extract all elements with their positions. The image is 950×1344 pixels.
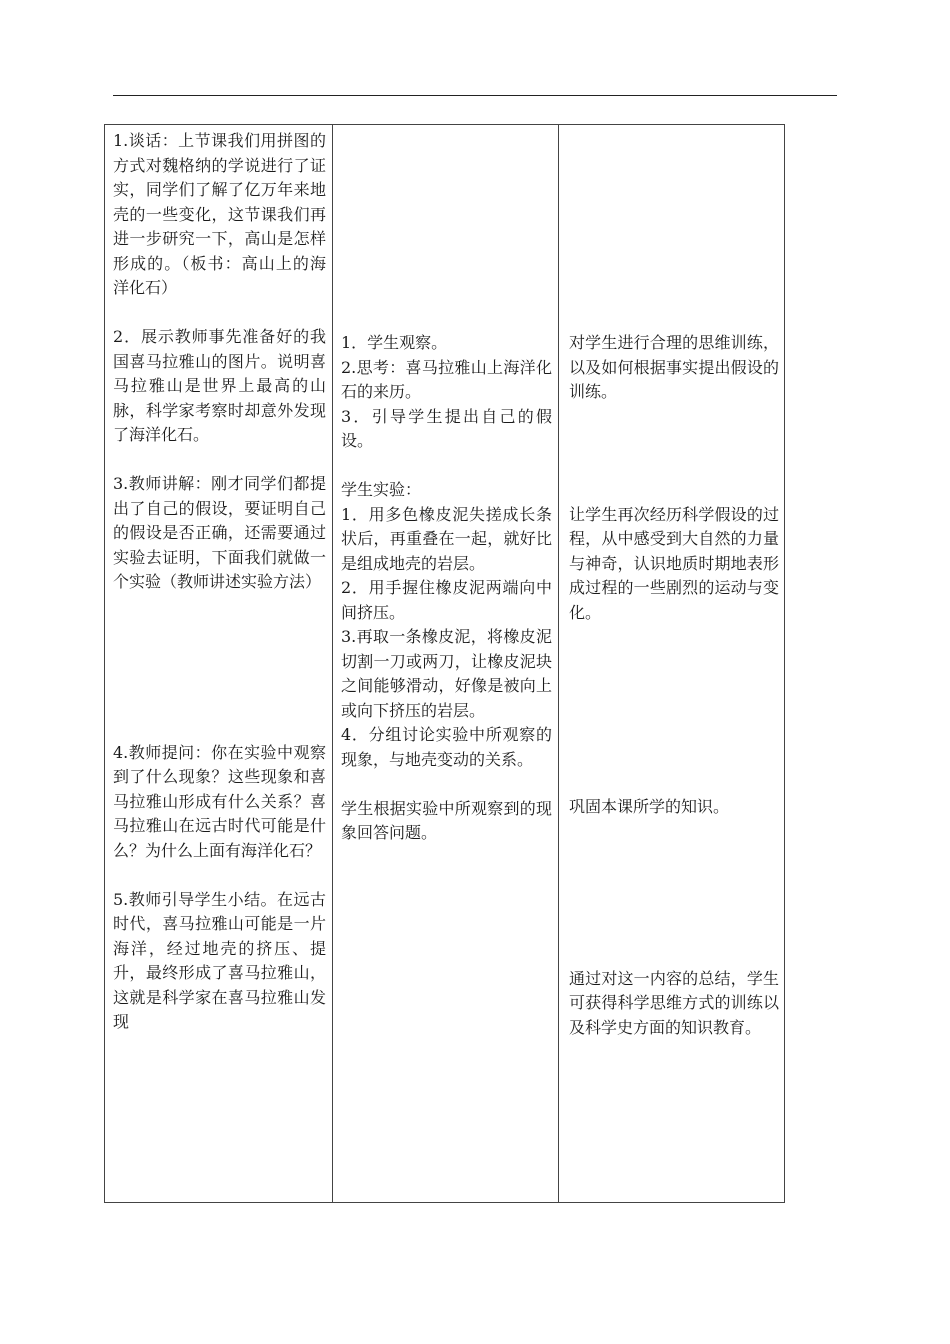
teacher-step-3: 3.教师讲解：刚才同学们都提出了自己的假设，要证明自己的假设是否正确，还需要通过实验去证明，下面我们就做一个实验（教师讲述实验方法）: [113, 474, 326, 591]
teacher-step-1: 1.谈话：上节课我们用拼图的方式对魏格纳的学说进行了证实，同学们了解了亿万年来地壳的一些变化，这节课我们再进一步研究一下，高山是怎样形成的。（板书：高山上的海洋化石）: [113, 131, 326, 297]
student-step-3: 3．引导学生提出自己的假设。: [341, 406, 552, 450]
experiment-step-3: 3.再取一条橡皮泥，将橡皮泥切割一刀或两刀，让橡皮泥块之间能够滑动，好像是被向上或向下挤压的岩层。: [341, 627, 552, 720]
header-rule: [113, 95, 837, 96]
student-step-2: 2.思考：喜马拉雅山上海洋化石的来历。: [341, 357, 552, 401]
lesson-table: [104, 124, 785, 1203]
teacher-step-4: 4.教师提问：你在实验中观察到了什么现象？这些现象和喜马拉雅山形成有什么关系？喜马拉雅山在远古时代可能是什么？为什么上面有海洋化石？: [113, 742, 326, 860]
student-activity-column: [341, 125, 552, 846]
design-intent-column: [569, 125, 779, 1040]
experiment-step-4: 4．分组讨论实验中所观察的现象，与地壳变动的关系。: [341, 725, 552, 769]
intent-2: 让学生再次经历科学假设的过程，从中感受到大自然的力量与神奇，认识地质时期地表形成过程的一些剧烈的运动与变化。: [569, 504, 779, 622]
experiment-step-1: 1．用多色橡皮泥失搓成长条状后，再重叠在一起，就好比是组成地壳的岩层。: [341, 504, 552, 573]
experiment-step-2: 2．用手握住橡皮泥两端向中间挤压。: [341, 578, 552, 622]
column-divider: [558, 125, 559, 1202]
student-answer: 学生根据实验中所观察到的现象回答问题。: [341, 798, 552, 842]
experiment-title: 学生实验：: [341, 480, 422, 499]
column-divider: [332, 125, 333, 1202]
student-step-1: 1．学生观察。: [341, 333, 448, 352]
intent-4: 通过对这一内容的总结，学生可获得科学思维方式的训练以及科学史方面的知识教育。: [569, 968, 779, 1037]
teacher-step-2: 2．展示教师事先准备好的我国喜马拉雅山的图片。说明喜马拉雅山是世界上最高的山脉，科学家考察时却意外发现了海洋化石。: [113, 327, 326, 444]
intent-3: 巩固本课所学的知识。: [569, 797, 730, 816]
teacher-step-5: 5.教师引导学生小结。在远古时代，喜马拉雅山可能是一片海洋，经过地壳的挤压、提升，最终形成了喜马拉雅山，这就是科学家在喜马拉雅山发现: [113, 889, 326, 1031]
intent-1: 对学生进行合理的思维训练，以及如何根据事实提出假设的训练。: [569, 333, 779, 401]
teacher-activity-column: [113, 125, 326, 1035]
